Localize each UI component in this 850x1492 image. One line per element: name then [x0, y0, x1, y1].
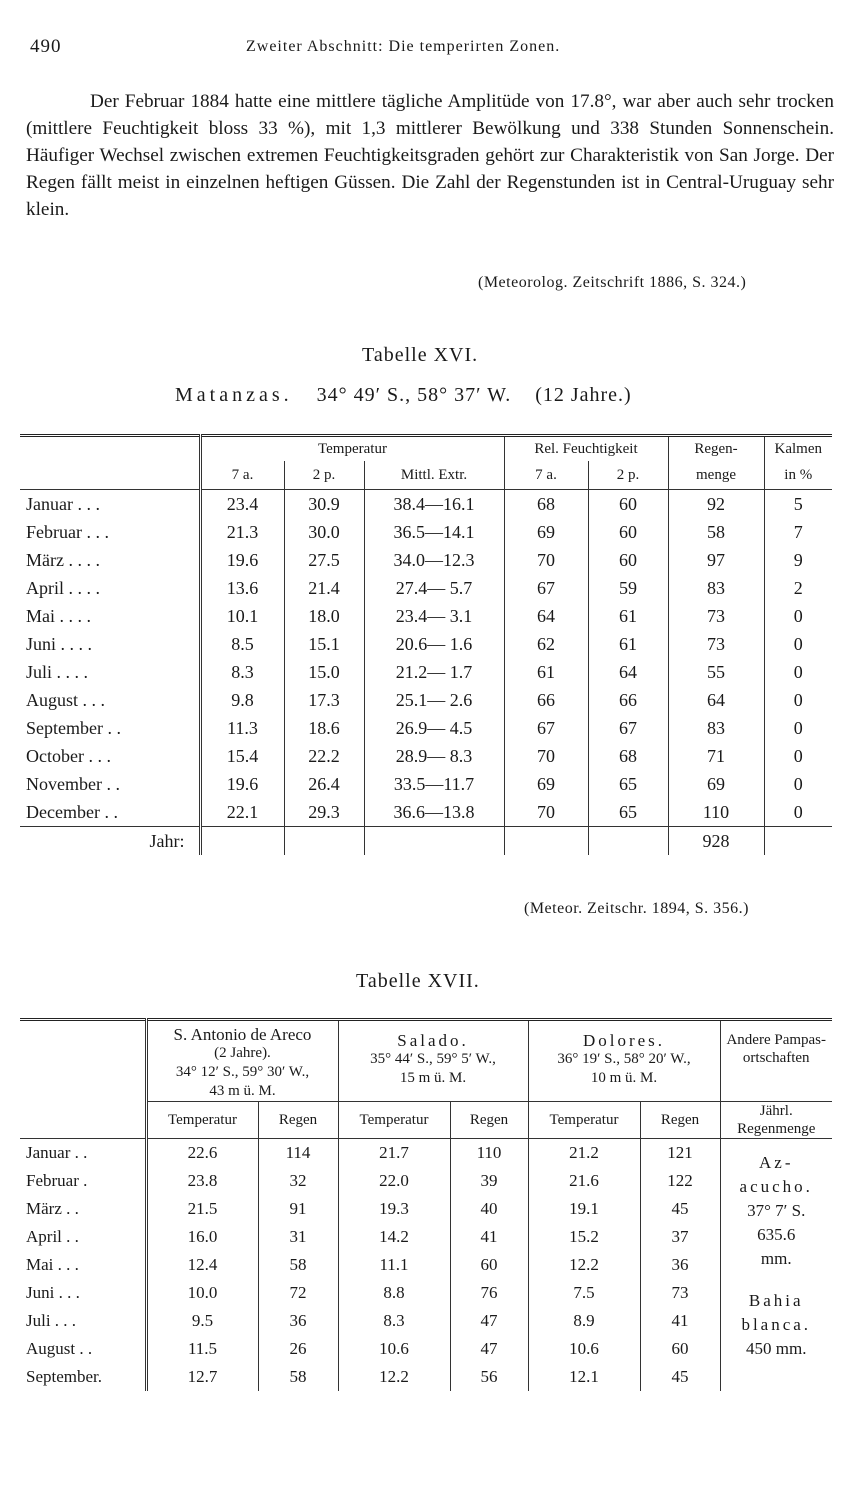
cell-t7: 22.1 — [200, 798, 284, 827]
station-salado — [338, 1020, 528, 1102]
cell-f7: 66 — [504, 686, 588, 714]
col-header-f2p: 2 p. — [588, 461, 668, 490]
others-line: 450 mm. — [746, 1339, 807, 1358]
cell-t2: 30.0 — [284, 518, 364, 546]
cell-extr: 27.4— 5.7 — [364, 574, 504, 602]
table16-total-row — [20, 827, 832, 856]
station-areco — [146, 1020, 338, 1102]
cell-month: März . . — [26, 1198, 79, 1218]
col-temp: Temperatur — [146, 1102, 258, 1139]
cell-rain: 40 — [450, 1195, 528, 1223]
col-rain: Regen — [450, 1102, 528, 1139]
cell-temp: 16.0 — [146, 1223, 258, 1251]
cell-t7: 8.5 — [200, 630, 284, 658]
others-header: Andere Pampas-ortschaften — [720, 1020, 832, 1102]
cell-temp: 22.0 — [338, 1167, 450, 1195]
cell-temp: 8.8 — [338, 1279, 450, 1307]
cell-rain: 110 — [450, 1139, 528, 1167]
station-name: Salado. — [397, 1031, 469, 1050]
col-header-temperatur: Temperatur — [200, 436, 504, 462]
table17-row — [20, 1139, 832, 1167]
others-line: 635.6 — [757, 1225, 796, 1244]
cell-f2: 61 — [588, 602, 668, 630]
table16-subtitle — [175, 384, 632, 407]
station-name: S. Antonio de Areco — [173, 1025, 312, 1044]
cell-t2: 18.0 — [284, 602, 364, 630]
cell-rain: 64 — [668, 686, 764, 714]
table17-row — [20, 1363, 832, 1391]
cell-rain: 121 — [640, 1139, 720, 1167]
reference-citation-2: (Meteor. Zeitschr. 1894, S. 356.) — [524, 900, 749, 917]
station-line: 15 m ü. M. — [399, 1070, 467, 1086]
cell-rain: 83 — [668, 574, 764, 602]
cell-rain: 45 — [640, 1363, 720, 1391]
table16-row — [20, 770, 832, 798]
table16-row — [20, 742, 832, 770]
cell-f2: 67 — [588, 714, 668, 742]
table16-title: Tabelle XVI. — [362, 344, 479, 366]
col-header-extr: Mittl. Extr. — [364, 461, 504, 490]
cell-rain: 47 — [450, 1307, 528, 1335]
cell-t2: 26.4 — [284, 770, 364, 798]
cell-rain: 39 — [450, 1167, 528, 1195]
cell-t2: 29.3 — [284, 798, 364, 827]
cell-f2: 64 — [588, 658, 668, 686]
cell-calm: 0 — [764, 658, 832, 686]
cell-temp: 14.2 — [338, 1223, 450, 1251]
cell-temp: 12.7 — [146, 1363, 258, 1391]
cell-f2: 59 — [588, 574, 668, 602]
cell-month: December . . — [26, 801, 118, 822]
cell-month: August . . . — [26, 689, 106, 710]
table16-row — [20, 490, 832, 519]
cell-f7: 64 — [504, 602, 588, 630]
cell-temp: 11.5 — [146, 1335, 258, 1363]
cell-rain: 76 — [450, 1279, 528, 1307]
cell-rain: 45 — [640, 1195, 720, 1223]
cell-rain: 36 — [640, 1251, 720, 1279]
cell-t2: 22.2 — [284, 742, 364, 770]
cell-extr: 38.4—16.1 — [364, 490, 504, 519]
table17-row — [20, 1167, 832, 1195]
cell-month: März . . . . — [26, 549, 100, 570]
cell-temp: 12.2 — [338, 1363, 450, 1391]
station-line: 43 m ü. M. — [209, 1083, 276, 1099]
cell-rain: 92 — [668, 490, 764, 519]
others-line: Bahia — [748, 1291, 804, 1310]
cell-rain: 37 — [640, 1223, 720, 1251]
page-number: 490 — [30, 36, 62, 57]
others-line: mm. — [760, 1249, 792, 1268]
table17-row — [20, 1307, 832, 1335]
table16-coords: 34° 49′ S., 58° 37′ W. — [316, 384, 512, 406]
cell-f2: 66 — [588, 686, 668, 714]
cell-extr: 21.2— 1.7 — [364, 658, 504, 686]
cell-calm: 5 — [764, 490, 832, 519]
table16-years: (12 Jahre.) — [535, 384, 632, 406]
table16-row — [20, 714, 832, 742]
cell-rain: 31 — [258, 1223, 338, 1251]
body-paragraph — [26, 88, 834, 223]
cell-rain: 97 — [668, 546, 764, 574]
cell-f2: 60 — [588, 546, 668, 574]
cell-t7: 19.6 — [200, 546, 284, 574]
cell-t7: 23.4 — [200, 490, 284, 519]
cell-extr: 36.5—14.1 — [364, 518, 504, 546]
cell-f7: 70 — [504, 546, 588, 574]
cell-rain: 58 — [668, 518, 764, 546]
col-rain: Regen — [640, 1102, 720, 1139]
col-header-regen-menge: menge — [668, 461, 764, 490]
col-header-regen: Regen- — [668, 436, 764, 462]
cell-f7: 70 — [504, 798, 588, 827]
total-rain: 928 — [668, 827, 764, 856]
col-header-f7a: 7 a. — [504, 461, 588, 490]
table16-station: Matanzas. — [175, 384, 293, 406]
cell-f7: 61 — [504, 658, 588, 686]
reference-citation: (Meteorolog. Zeitschrift 1886, S. 324.) — [478, 274, 747, 291]
cell-month: Februar . — [26, 1170, 88, 1190]
cell-month: Juni . . . — [26, 1282, 80, 1302]
cell-rain: 83 — [668, 714, 764, 742]
cell-t2: 21.4 — [284, 574, 364, 602]
cell-t7: 13.6 — [200, 574, 284, 602]
cell-f2: 68 — [588, 742, 668, 770]
cell-temp: 7.5 — [528, 1279, 640, 1307]
station-line: (2 Jahre). — [214, 1045, 271, 1061]
cell-temp: 19.3 — [338, 1195, 450, 1223]
table16-row — [20, 574, 832, 602]
table16-row — [20, 518, 832, 546]
cell-rain: 69 — [668, 770, 764, 798]
cell-calm: 9 — [764, 546, 832, 574]
cell-temp: 19.1 — [528, 1195, 640, 1223]
spacer — [721, 1271, 833, 1289]
cell-t7: 15.4 — [200, 742, 284, 770]
others-line: Az- — [759, 1153, 794, 1172]
cell-rain: 110 — [668, 798, 764, 827]
cell-extr: 20.6— 1.6 — [364, 630, 504, 658]
cell-month: September . . — [26, 717, 121, 738]
table17-row — [20, 1279, 832, 1307]
cell-f2: 60 — [588, 518, 668, 546]
cell-month: Mai . . . — [26, 1254, 79, 1274]
col-header-t7a: 7 a. — [200, 461, 284, 490]
cell-rain: 72 — [258, 1279, 338, 1307]
table16-body — [20, 490, 832, 827]
cell-rain: 122 — [640, 1167, 720, 1195]
cell-month: Mai . . . . — [26, 605, 91, 626]
cell-month: April . . . . — [26, 577, 100, 598]
others-sub: Jährl. Regenmenge — [720, 1102, 832, 1139]
cell-rain: 73 — [668, 602, 764, 630]
table17-row — [20, 1251, 832, 1279]
cell-rain: 47 — [450, 1335, 528, 1363]
cell-month: August . . — [26, 1338, 93, 1358]
cell-month: September. — [26, 1366, 103, 1386]
cell-rain: 60 — [640, 1335, 720, 1363]
cell-month: Januar . . — [26, 1142, 88, 1162]
cell-rain: 41 — [640, 1307, 720, 1335]
cell-temp: 15.2 — [528, 1223, 640, 1251]
cell-temp: 21.2 — [528, 1139, 640, 1167]
table17-row — [20, 1335, 832, 1363]
cell-calm: 0 — [764, 714, 832, 742]
cell-extr: 25.1— 2.6 — [364, 686, 504, 714]
cell-calm: 0 — [764, 630, 832, 658]
cell-t7: 9.8 — [200, 686, 284, 714]
cell-rain: 56 — [450, 1363, 528, 1391]
cell-t7: 11.3 — [200, 714, 284, 742]
cell-calm: 0 — [764, 742, 832, 770]
cell-f2: 61 — [588, 630, 668, 658]
cell-t7: 21.3 — [200, 518, 284, 546]
cell-temp: 12.4 — [146, 1251, 258, 1279]
cell-f7: 69 — [504, 770, 588, 798]
cell-rain: 58 — [258, 1251, 338, 1279]
cell-temp: 10.0 — [146, 1279, 258, 1307]
cell-f2: 65 — [588, 798, 668, 827]
cell-calm: 0 — [764, 602, 832, 630]
paragraph-text: Der Februar 1884 hatte eine mittlere tägliche Amplitüde von 17.8°, war aber auch sehr trocken (mittlere Feuchtigkeit bloss 33 %), mit 1,3 mittlerer Bewölkung und 338 Stunden Sonnenschein. Häufiger Wechsel zwischen extremen Feuchtigkeitsgraden gehört zur Charakteristik von San Jorge. Der Regen fällt meist in einzelnen heftigen Güssen. Die Zahl der Regenstunden ist in Central-Uruguay sehr klein. — [26, 91, 834, 220]
cell-calm: 2 — [764, 574, 832, 602]
cell-month: Februar . . . — [26, 521, 109, 542]
cell-f7: 70 — [504, 742, 588, 770]
cell-t2: 15.1 — [284, 630, 364, 658]
station-dolores — [528, 1020, 720, 1102]
cell-f7: 69 — [504, 518, 588, 546]
station-line: 10 m ü. M. — [590, 1070, 658, 1086]
cell-f7: 67 — [504, 574, 588, 602]
table16-row — [20, 546, 832, 574]
cell-extr: 36.6—13.8 — [364, 798, 504, 827]
col-header-kalmen-pct: in % — [764, 461, 832, 490]
cell-t2: 30.9 — [284, 490, 364, 519]
cell-month: October . . . — [26, 745, 111, 766]
cell-t2: 27.5 — [284, 546, 364, 574]
cell-temp: 8.9 — [528, 1307, 640, 1335]
cell-calm: 7 — [764, 518, 832, 546]
others-line: 37° 7′ S. — [747, 1201, 806, 1220]
table17-body — [20, 1139, 832, 1391]
cell-temp: 12.1 — [528, 1363, 640, 1391]
cell-calm: 0 — [764, 798, 832, 827]
cell-t2: 18.6 — [284, 714, 364, 742]
cell-temp: 12.2 — [528, 1251, 640, 1279]
col-rain: Regen — [258, 1102, 338, 1139]
cell-rain: 26 — [258, 1335, 338, 1363]
cell-extr: 34.0—12.3 — [364, 546, 504, 574]
table17-row — [20, 1195, 832, 1223]
cell-temp: 22.6 — [146, 1139, 258, 1167]
table17 — [20, 1018, 832, 1391]
cell-t7: 19.6 — [200, 770, 284, 798]
table17-row — [20, 1223, 832, 1251]
table16-row — [20, 630, 832, 658]
table16 — [20, 434, 832, 855]
cell-t2: 15.0 — [284, 658, 364, 686]
cell-month: Januar . . . — [26, 493, 100, 514]
cell-extr: 26.9— 4.5 — [364, 714, 504, 742]
cell-t7: 10.1 — [200, 602, 284, 630]
cell-temp: 21.5 — [146, 1195, 258, 1223]
col-header-t2p: 2 p. — [284, 461, 364, 490]
cell-temp: 21.6 — [528, 1167, 640, 1195]
cell-rain: 114 — [258, 1139, 338, 1167]
cell-month: November . . — [26, 773, 120, 794]
cell-t2: 17.3 — [284, 686, 364, 714]
cell-temp: 11.1 — [338, 1251, 450, 1279]
total-label: Jahr: — [149, 830, 185, 851]
cell-f7: 68 — [504, 490, 588, 519]
cell-rain: 55 — [668, 658, 764, 686]
station-line: 34° 12′ S., 59° 30′ W., — [175, 1064, 310, 1080]
station-line: 36° 19′ S., 58° 20′ W., — [557, 1051, 691, 1067]
cell-rain: 36 — [258, 1307, 338, 1335]
cell-rain: 60 — [450, 1251, 528, 1279]
col-temp: Temperatur — [528, 1102, 640, 1139]
cell-extr: 33.5—11.7 — [364, 770, 504, 798]
cell-rain: 73 — [640, 1279, 720, 1307]
cell-month: April . . — [26, 1226, 79, 1246]
table16-row — [20, 658, 832, 686]
cell-extr: 23.4— 3.1 — [364, 602, 504, 630]
cell-temp: 10.6 — [338, 1335, 450, 1363]
cell-rain: 32 — [258, 1167, 338, 1195]
table16-row — [20, 798, 832, 827]
station-line: 35° 44′ S., 59° 5′ W., — [370, 1051, 496, 1067]
table17-title: Tabelle XVII. — [356, 970, 480, 992]
cell-calm: 0 — [764, 686, 832, 714]
cell-extr: 28.9— 8.3 — [364, 742, 504, 770]
table16-row — [20, 686, 832, 714]
cell-t7: 8.3 — [200, 658, 284, 686]
cell-temp: 8.3 — [338, 1307, 450, 1335]
others-cell — [720, 1139, 832, 1391]
cell-month: Juli . . . — [26, 1310, 77, 1330]
cell-f2: 65 — [588, 770, 668, 798]
cell-temp: 21.7 — [338, 1139, 450, 1167]
table16-row — [20, 602, 832, 630]
cell-month: Juni . . . . — [26, 633, 93, 654]
cell-calm: 0 — [764, 770, 832, 798]
cell-rain: 71 — [668, 742, 764, 770]
cell-temp: 9.5 — [146, 1307, 258, 1335]
cell-rain: 91 — [258, 1195, 338, 1223]
col-header-feuchtigkeit: Rel. Feuchtigkeit — [504, 436, 668, 462]
station-name: Dolores. — [582, 1031, 666, 1050]
col-header-kalmen: Kalmen — [764, 436, 832, 462]
cell-temp: 10.6 — [528, 1335, 640, 1363]
cell-f2: 60 — [588, 490, 668, 519]
others-line: acucho. — [739, 1177, 813, 1196]
others-line: blanca. — [741, 1315, 812, 1334]
col-temp: Temperatur — [338, 1102, 450, 1139]
cell-rain: 73 — [668, 630, 764, 658]
running-title: Zweiter Abschnitt: Die temperirten Zonen. — [246, 38, 561, 55]
cell-temp: 23.8 — [146, 1167, 258, 1195]
cell-rain: 41 — [450, 1223, 528, 1251]
cell-rain: 58 — [258, 1363, 338, 1391]
cell-f7: 62 — [504, 630, 588, 658]
cell-month: Juli . . . . — [26, 661, 89, 682]
cell-f7: 67 — [504, 714, 588, 742]
